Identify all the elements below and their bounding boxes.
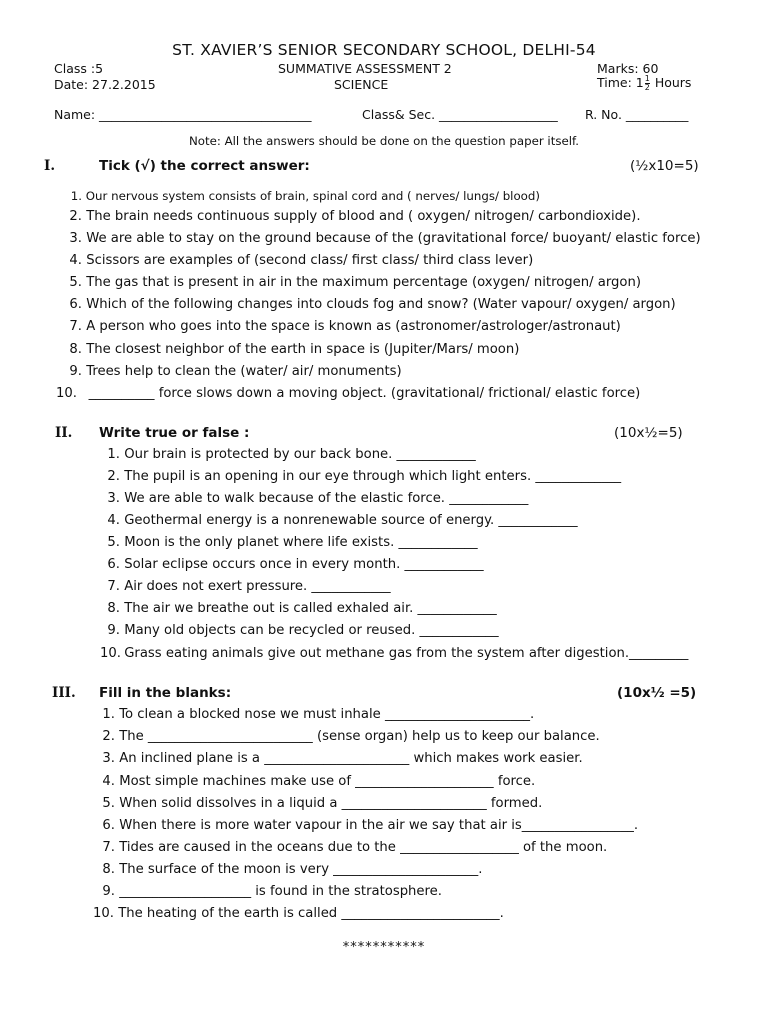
date-label: Date: 27.2.2015	[54, 77, 156, 92]
list-item[interactable]: 9. Many old objects can be recycled or reused. ____________	[107, 623, 499, 638]
list-item[interactable]: 4. Most simple machines make use of _____________________ force.	[102, 774, 536, 789]
time-prefix: Time: 1	[597, 75, 644, 90]
name-field[interactable]: Name: __________________________________	[54, 107, 312, 122]
exam-title: SUMMATIVE ASSESSMENT 2	[278, 61, 452, 76]
list-item[interactable]: 8. The closest neighbor of the earth in space is (Jupiter/Mars/ moon)	[69, 342, 520, 357]
time-frac-den: 2	[644, 83, 650, 92]
list-item[interactable]: 2. The brain needs continuous supply of blood and ( oxygen/ nitrogen/ carbondioxide).	[69, 209, 641, 224]
list-item[interactable]: 3. We are able to stay on the ground because of the (gravitational force/ buoyant/ elastic force)	[69, 231, 701, 246]
list-item[interactable]: 10. The heating of the earth is called ________________________.	[93, 906, 504, 921]
school-name: ST. XAVIER’S SENIOR SECONDARY SCHOOL, DELHI-54	[172, 41, 596, 59]
list-item[interactable]: 10. Grass eating animals give out methane gas from the system after digestion._________	[100, 646, 689, 661]
section-1-title: Tick (√) the correct answer:	[99, 158, 310, 174]
subject-label: SCIENCE	[334, 77, 389, 92]
section-3-title: Fill in the blanks:	[99, 685, 232, 701]
list-item[interactable]: 9. Trees help to clean the (water/ air/ monuments)	[69, 364, 402, 379]
list-item[interactable]: 3. An inclined plane is a ______________________ which makes work easier.	[102, 751, 583, 766]
list-item[interactable]: 5. Moon is the only planet where life exists. ____________	[107, 535, 478, 550]
section-3-marks: (10x½ =5)	[617, 685, 697, 701]
footer-stars: ***********	[342, 940, 426, 955]
time-frac-num: 1	[644, 74, 650, 83]
list-item[interactable]: 5. When solid dissolves in a liquid a ______________________ formed.	[102, 796, 543, 811]
section-3-number: III.	[52, 685, 76, 701]
section-1-marks: (½x10=5)	[630, 158, 699, 174]
list-item[interactable]: 7. Tides are caused in the oceans due to the __________________ of the moon.	[102, 840, 608, 855]
list-item[interactable]: 6. When there is more water vapour in the air we say that air is_________________.	[102, 818, 639, 833]
list-item[interactable]: 4. Scissors are examples of (second class/ first class/ third class lever)	[69, 253, 534, 268]
list-item[interactable]: 2. The pupil is an opening in our eye through which light enters. _____________	[107, 469, 622, 484]
section-2-marks: (10x½=5)	[614, 425, 683, 441]
section-2-title: Write true or false :	[99, 425, 250, 441]
time-suffix: Hours	[654, 75, 692, 90]
marks-label: Marks: 60	[597, 61, 659, 76]
section-2-number: II.	[55, 425, 73, 441]
list-item[interactable]: 1. To clean a blocked nose we must inhale ______________________.	[102, 707, 535, 722]
list-item[interactable]: 6. Which of the following changes into clouds fog and snow? (Water vapour/ oxygen/ argon)	[69, 297, 676, 312]
list-item[interactable]: 7. Air does not exert pressure. ____________	[107, 579, 391, 594]
time-label	[597, 75, 691, 92]
time-fraction	[645, 75, 650, 92]
list-item[interactable]: 6. Solar eclipse occurs once in every month. ____________	[107, 557, 484, 572]
list-item[interactable]: 1. Our nervous system consists of brain, spinal cord and ( nerves/ lungs/ blood)	[70, 189, 540, 203]
list-item[interactable]: 5. The gas that is present in air in the maximum percentage (oxygen/ nitrogen/ argon)	[69, 275, 641, 290]
list-item[interactable]: 2. The _________________________ (sense organ) help us to keep our balance.	[102, 729, 600, 744]
section-1-number: I.	[44, 158, 56, 174]
roll-no-field[interactable]: R. No. __________	[585, 107, 689, 122]
list-item[interactable]: 3. We are able to walk because of the elastic force. ____________	[107, 491, 529, 506]
list-item[interactable]: 10. __________ force slows down a moving object. (gravitational/ frictional/ elastic force)	[56, 386, 641, 401]
list-item[interactable]: 7. A person who goes into the space is known as (astronomer/astrologer/astronaut)	[69, 319, 621, 334]
class-sec-field[interactable]: Class& Sec. ___________________	[362, 107, 558, 122]
list-item[interactable]: 9. ____________________ is found in the stratosphere.	[102, 884, 442, 899]
list-item[interactable]: 8. The air we breathe out is called exhaled air. ____________	[107, 601, 497, 616]
list-item[interactable]: 4. Geothermal energy is a nonrenewable source of energy. ____________	[107, 513, 578, 528]
list-item[interactable]: 1. Our brain is protected by our back bone. ____________	[107, 447, 476, 462]
list-item[interactable]: 8. The surface of the moon is very ______________________.	[102, 862, 483, 877]
note-text: Note: All the answers should be done on the question paper itself.	[188, 134, 580, 148]
class-label: Class :5	[54, 61, 104, 76]
